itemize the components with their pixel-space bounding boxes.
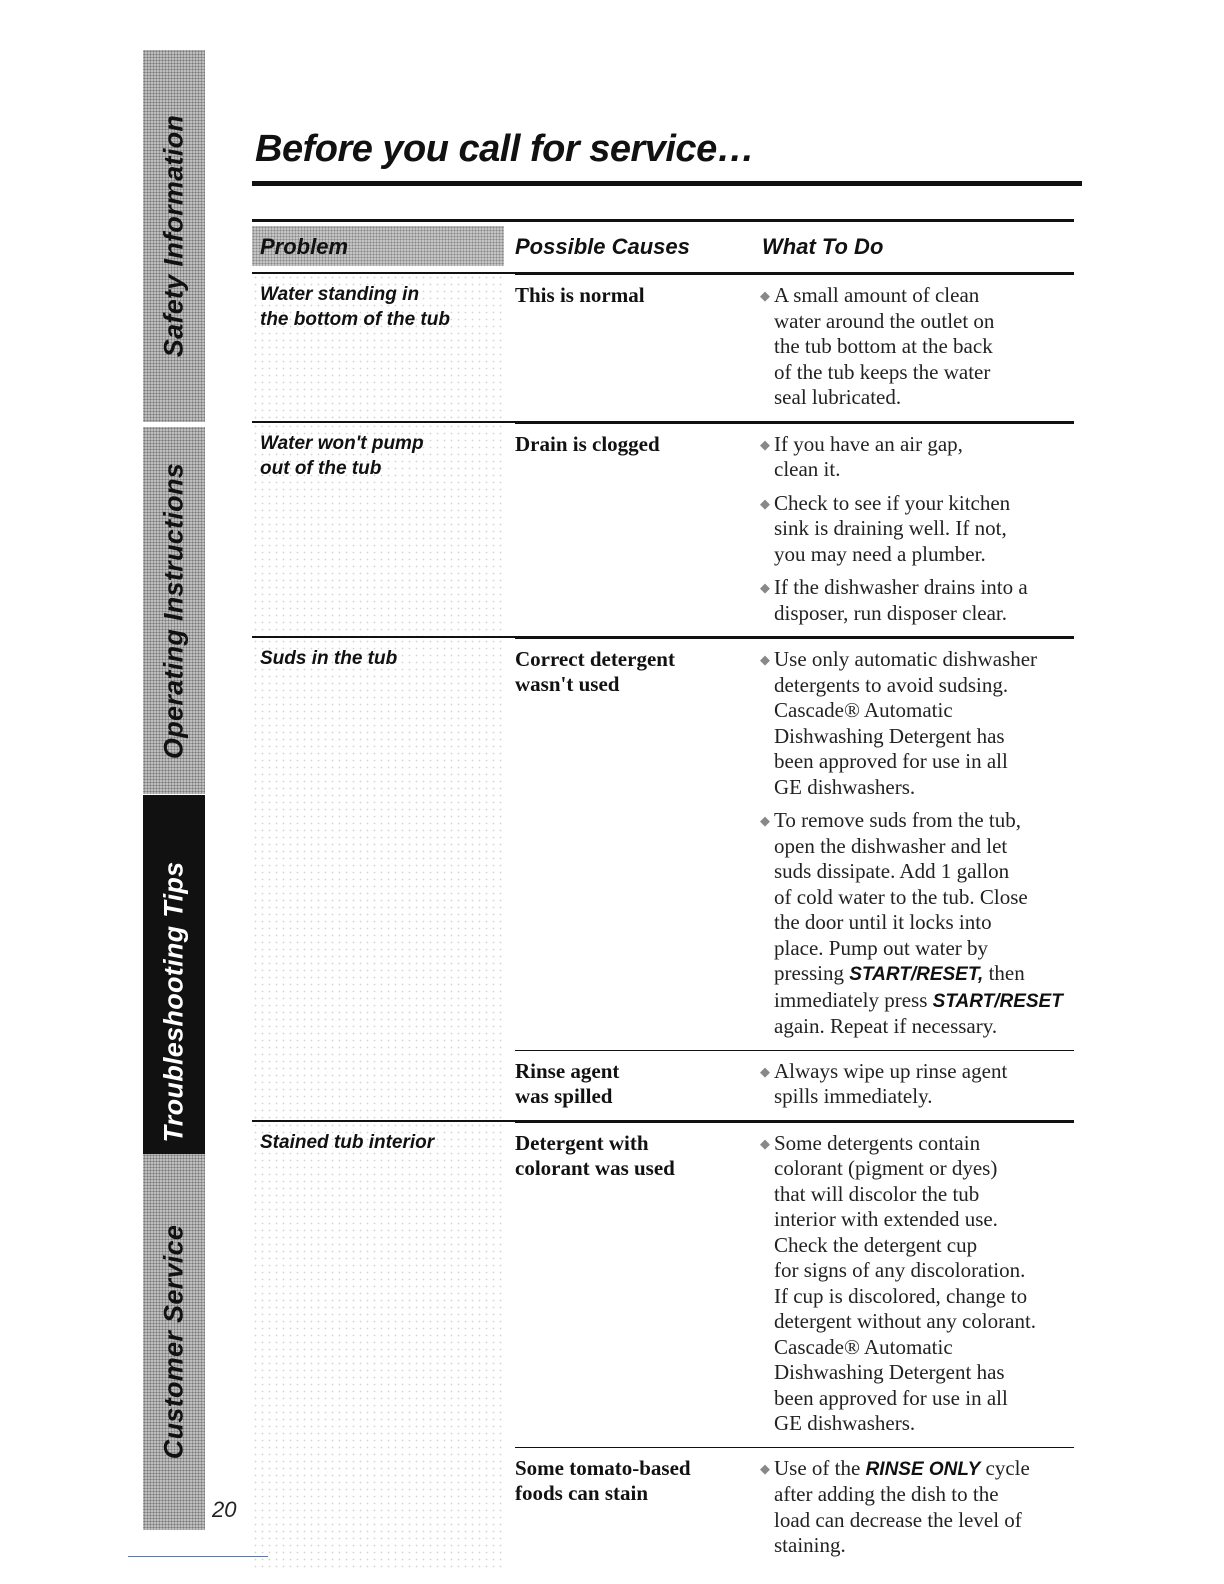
action-item [760,491,1070,568]
action-text: Some detergents contain colorant (pigment or dyes) that will discolor the tub interior with extended use. Check the detergent cup for signs of any discoloration. If cup is discolored, change to detergent without any colorant. Cascade® Automatic Dishwashing Detergent has been approved for use in all GE dishwashers. [774,1130,1037,1435]
possible-cause: Some tomato-based foods can stain [515,1455,691,1505]
page-number: 20 [212,1497,237,1522]
cause-row [515,423,1074,637]
bullet-icon: ◆ [760,436,770,452]
button-name-text: RINSE ONLY [865,1458,981,1480]
action-text: If you have an air gap, clean it. [774,431,963,481]
sidebar-tab-label: Customer Service [158,1224,189,1460]
problem-text: Water standing in the bottom of the tub [260,284,450,330]
bullet-icon: ◆ [760,495,770,511]
possible-cause: This is normal [515,283,645,307]
action-text: Always wipe up rinse agent spills immediately. [774,1058,1008,1108]
action-text: then immediately press [774,961,1025,1012]
bullet-icon: ◆ [760,288,770,303]
problem-text: Water won't pump out of the tub [260,432,424,479]
sidebar-tab-label: Safety Information [158,114,189,358]
header-possible-causes: Possible Causes [515,234,690,259]
problem-cell [252,423,504,637]
page-title: Before you call for service… [255,128,755,170]
what-to-do-cell [760,283,1070,411]
action-text: Use of the [774,1455,866,1480]
header-problem-cell [252,226,504,266]
action-text: cycle after adding the dish to the load can decrease the level of staining. [774,1455,1030,1557]
title-divider [252,181,1082,186]
what-to-do-cell [760,1131,1070,1437]
section-sidebar [143,50,205,1530]
cause-row [515,1050,1074,1120]
bullet-icon: ◆ [760,1460,770,1476]
problem-cell [252,274,504,421]
action-item [760,1456,1070,1559]
header-what-to-do: What To Do [762,234,884,259]
header-problem: Problem [260,234,349,259]
action-item [760,575,1070,626]
action-text: Check to see if your kitchen sink is draining well. If not, you may need a plumber. [774,490,1011,566]
what-to-do-cell [760,1059,1070,1110]
bullet-icon: ◆ [760,1063,770,1079]
action-text: Use only automatic dishwasher detergents to avoid sudsing. Cascade® Automatic Dishwashing Detergent has been approved for use in all GE dishwashers. [774,647,1038,799]
action-text: If the dishwasher drains into a disposer, run disposer clear. [774,575,1028,625]
table-header [252,219,1074,274]
sidebar-tab-customer-service[interactable] [143,1154,205,1530]
action-text: again. Repeat if necessary. [774,1014,998,1038]
what-to-do-cell [760,432,1070,627]
problem-text: Suds in the tub [260,648,398,669]
sidebar-tab-label: Operating Instructions [158,462,189,759]
sidebar-tab-label: Troubleshooting Tips [158,861,189,1142]
footer-rule [128,1556,268,1557]
problem-group [252,423,1074,639]
sidebar-tab-operating-instructions[interactable] [143,427,205,794]
action-item [760,432,1070,483]
button-name-text: START/RESET [932,990,1063,1012]
problem-cell [252,1122,504,1569]
problem-cell [252,638,504,1120]
cause-row [515,274,1074,421]
what-to-do-cell [760,1456,1070,1559]
cause-row [515,1447,1074,1569]
table-body [252,274,1074,1569]
cause-row [515,638,1074,1050]
sidebar-tab-troubleshooting-tips[interactable] [143,795,205,1208]
troubleshooting-table [252,219,1074,1569]
possible-cause: Detergent with colorant was used [515,1130,675,1180]
bullet-icon: ◆ [760,1135,770,1151]
bullet-icon: ◆ [760,652,770,667]
what-to-do-cell [760,647,1070,1040]
problem-text: Stained tub interior [260,1131,435,1153]
action-item [760,808,1070,1040]
action-item [760,1131,1070,1437]
button-name-text: START/RESET, [849,964,984,985]
sidebar-tab-safety-information[interactable] [143,50,205,422]
cause-row [515,1122,1074,1447]
bullet-icon: ◆ [760,580,770,595]
bullet-icon: ◆ [760,813,770,828]
possible-cause: Drain is clogged [515,431,660,456]
action-item [760,1059,1070,1110]
possible-cause: Correct detergent wasn't used [515,647,675,696]
problem-group [252,274,1074,423]
possible-cause: Rinse agent was spilled [515,1058,620,1108]
action-item [760,283,1070,411]
action-item [760,647,1070,800]
problem-group [252,1122,1074,1569]
action-text: A small amount of clean water around the outlet on the tub bottom at the back of the tub keeps the water seal lubricated. [774,283,995,409]
problem-group [252,638,1074,1122]
action-text: To remove suds from the tub, open the dishwasher and let suds dissipate. Add 1 gallon of cold water to the tub. Close the door until it locks into place. Pump out water by pressing [774,808,1028,985]
